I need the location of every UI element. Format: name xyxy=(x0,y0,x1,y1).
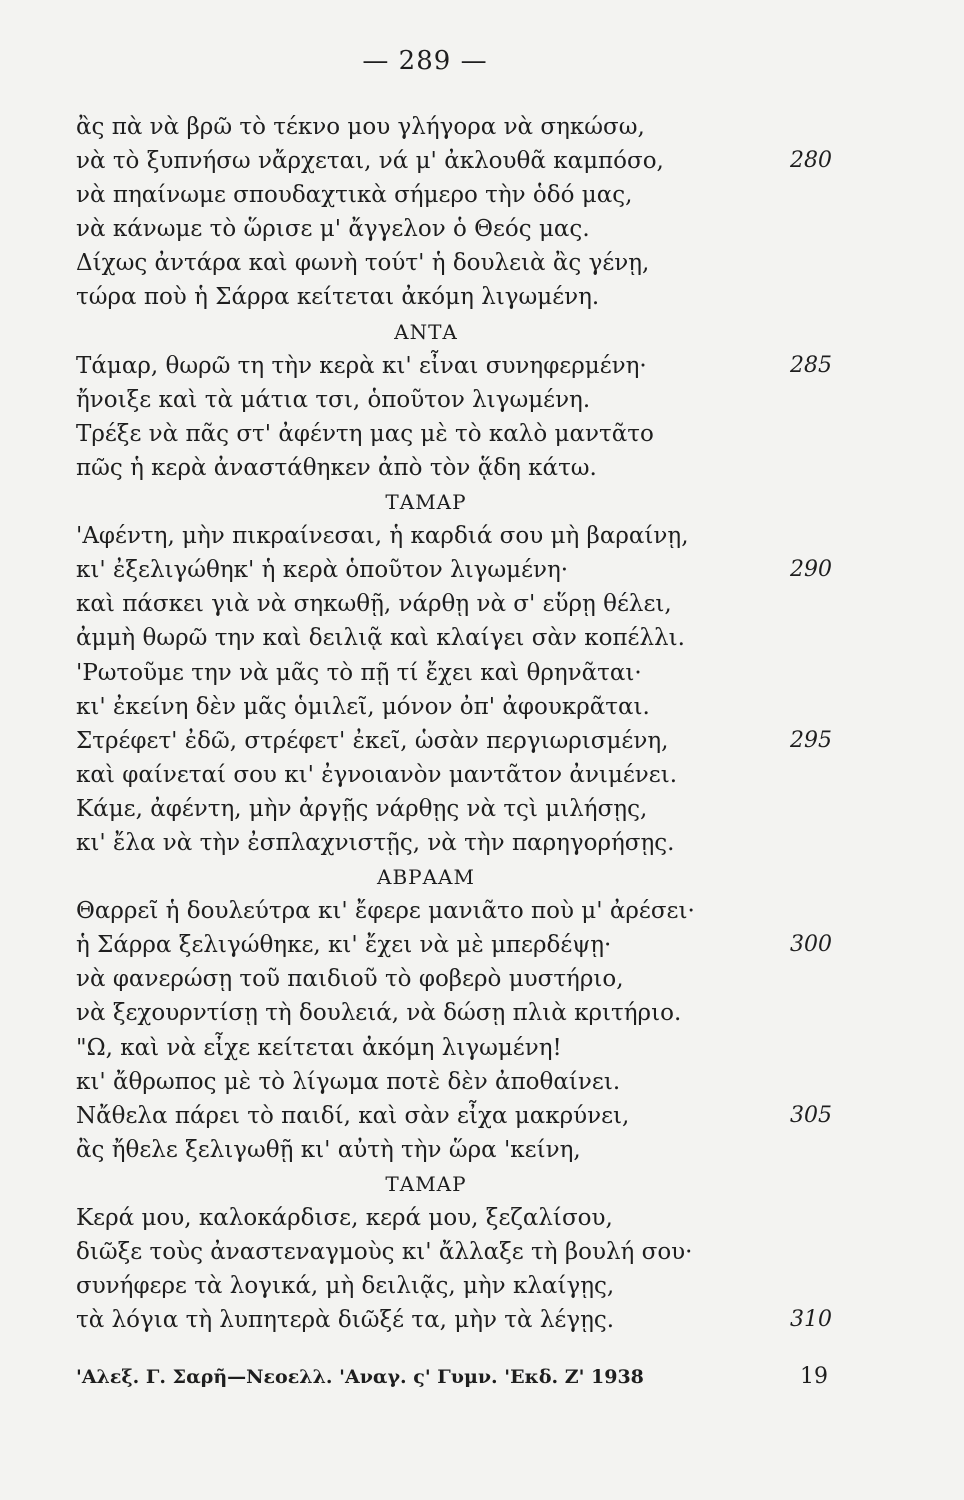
verse-text: συνήφερε τὰ λογικά, μὴ δειλιᾷς, μὴν κλαίγῃς, xyxy=(76,1273,615,1300)
verse-line xyxy=(76,110,836,144)
verse-line xyxy=(76,383,836,417)
line-number: 300 xyxy=(790,932,832,958)
verse-text: Θαρρεῖ ἡ δουλεύτρα κι' ἔφερε μανιᾶτο ποὺ μ' ἀρέσει· xyxy=(76,898,695,925)
verse-text: Δίχως ἀντάρα καὶ φωνὴ τούτ' ἡ δουλειὰ ἂς γένῃ, xyxy=(76,250,650,277)
verse-line xyxy=(76,1065,836,1099)
verse-text: Κάμε, ἀφέντη, μὴν ἀργῇς νάρθῃς νὰ τςὶ μιλήσῃς, xyxy=(76,795,648,822)
page-number: — 289 — xyxy=(362,46,488,76)
verse-line xyxy=(76,451,836,485)
line-number: 295 xyxy=(790,727,832,753)
footer-citation: 'Αλεξ. Γ. Σαρῆ—Νεοελλ. 'Αναγ. ς' Γυμν. 'Εκδ. Ζ' 1938 xyxy=(76,1366,644,1388)
verse-text: 'Αφέντη, μὴν πικραίνεσαι, ἡ καρδιά σου μὴ βαραίνῃ, xyxy=(76,523,689,550)
verse-text: κι' ἐκείνη δὲν μᾶς ὁμιλεῖ, μόνον ὀπ' ἀφουκρᾶται. xyxy=(76,693,650,720)
verse-line xyxy=(76,519,836,553)
verse-line xyxy=(76,826,836,860)
speaker-name: ΤΑΜΑΡ xyxy=(385,1171,467,1196)
page-footer xyxy=(76,1360,836,1394)
verse-text: νὰ φανερώσῃ τοῦ παιδιοῦ τὸ φοβερὸ μυστήριο, xyxy=(76,966,624,993)
verse-line xyxy=(76,349,836,383)
verse-line xyxy=(76,178,836,212)
verse-text: Τρέξε νὰ πᾶς στ' ἀφέντη μας μὲ τὸ καλὸ μαντᾶτο xyxy=(76,420,654,447)
verse-line xyxy=(76,1031,836,1065)
verse-text: πῶς ἡ κερὰ ἀναστάθηκεν ἀπὸ τὸν ᾅδη κάτω. xyxy=(76,454,597,481)
verse-text: κι' ἄθρωπος μὲ τὸ λίγωμα ποτὲ δὲν ἀποθαίνει. xyxy=(76,1068,621,1095)
verse-line xyxy=(76,996,836,1030)
verse-line xyxy=(76,1133,836,1167)
verse-text: 'Ρωτοῦμε την νὰ μᾶς τὸ πῇ τί ἔχει καὶ θρηνᾶται· xyxy=(76,659,642,686)
verse-text: ἂς πὰ νὰ βρῶ τὸ τέκνο μου γλήγορα νὰ σηκώσω, xyxy=(76,114,645,140)
verse-text: κι' ἔλα νὰ τὴν ἐσπλαχνιστῇς, νὰ τὴν παρηγορήσῃς. xyxy=(76,829,675,856)
verse-line xyxy=(76,724,836,758)
verse-line xyxy=(76,1269,836,1303)
verse-line xyxy=(76,144,836,178)
verse-text: ἀμμὴ θωρῶ την καὶ δειλιᾷ καὶ κλαίγει σὰν κοπέλλι. xyxy=(76,625,685,652)
verse-text: τώρα ποὺ ἡ Σάρρα κείτεται ἀκόμη λιγωμένη. xyxy=(76,284,600,311)
speaker-name: ΑΒΡΑΑΜ xyxy=(377,865,475,890)
verse-text: Τάμαρ, θωρῶ τη τὴν κερὰ κι' εἶναι συνηφερμένη· xyxy=(76,352,647,379)
line-number: 290 xyxy=(790,557,832,583)
verse-line xyxy=(76,280,836,314)
verse-line xyxy=(76,928,836,962)
line-number: 305 xyxy=(790,1102,832,1128)
verse-line xyxy=(76,758,836,792)
verse-line xyxy=(76,656,836,690)
verse-text: νὰ τὸ ξυπνήσω νἄρχεται, νά μ' ἀκλουθᾶ καμπόσο, xyxy=(76,148,664,175)
line-number: 310 xyxy=(790,1307,832,1333)
verse-text: νὰ πηαίνωμε σπουδαχτικὰ σήμερο τὴν ὁδό μας, xyxy=(76,182,633,209)
speaker-name: ΤΑΜΑΡ xyxy=(385,490,467,515)
verse-text: ἂς ἤθελε ξελιγωθῇ κι' αὐτὴ τὴν ὥρα 'κείνη, xyxy=(76,1136,581,1163)
verse-line xyxy=(76,1235,836,1269)
verse-text: τὰ λόγια τὴ λυπητερὰ διῶξέ τα, μὴν τὰ λέγῃς. xyxy=(76,1307,615,1334)
line-number: 280 xyxy=(790,148,832,174)
signature-mark: 19 xyxy=(800,1364,828,1389)
verse-text: νὰ κάνωμε τὸ ὥρισε μ' ἄγγελον ὁ Θεός μας. xyxy=(76,216,590,243)
verse-text: καὶ φαίνεταί σου κι' ἐγνοιανὸν μαντᾶτον ἀνιμένει. xyxy=(76,761,678,788)
verse-line xyxy=(76,894,836,928)
verse-text: κι' ἐξελιγώθηκ' ἡ κερὰ ὁποῦτον λιγωμένη· xyxy=(76,557,569,584)
verse-text: "Ω, καὶ νὰ εἶχε κείτεται ἀκόμη λιγωμένη! xyxy=(76,1034,562,1061)
verse-text: ἤνοιξε καὶ τὰ μάτια τσι, ὁποῦτον λιγωμένη. xyxy=(76,386,591,413)
verse-line xyxy=(76,1201,836,1235)
verse-text: νὰ ξεχουρντίσῃ τὴ δουλειά, νὰ δώσῃ πλιὰ κριτήριο. xyxy=(76,1000,682,1027)
speaker-name: ΑΝΤΑ xyxy=(394,319,458,344)
verse-line xyxy=(76,962,836,996)
verse-text: Νἄθελα πάρει τὸ παιδί, καὶ σὰν εἶχα μακρύνει, xyxy=(76,1102,630,1129)
verse-text: ἡ Σάρρα ξελιγώθηκε, κι' ἔχει νὰ μὲ μπερδέψῃ· xyxy=(76,932,612,959)
verse-line xyxy=(76,417,836,451)
verse-line xyxy=(76,1099,836,1133)
verse-text: καὶ πάσκει γιὰ νὰ σηκωθῇ, νάρθῃ νὰ σ' εὕρῃ θέλει, xyxy=(76,591,672,618)
verse-line xyxy=(76,621,836,655)
verse-line xyxy=(76,212,836,246)
verse-block xyxy=(76,110,836,1337)
verse-line xyxy=(76,587,836,621)
verse-text: Κερά μου, καλοκάρδισε, κερά μου, ξεζαλίσου, xyxy=(76,1205,613,1231)
verse-line xyxy=(76,1303,836,1337)
verse-text: διῶξε τοὺς ἀναστεναγμοὺς κι' ἄλλαξε τὴ βουλή σου· xyxy=(76,1239,693,1266)
verse-line xyxy=(76,246,836,280)
verse-text: Στρέφετ' ἐδῶ, στρέφετ' ἐκεῖ, ὡσὰν περγιωρισμένη, xyxy=(76,727,669,754)
verse-line xyxy=(76,553,836,587)
line-number: 285 xyxy=(790,352,832,378)
verse-line xyxy=(76,690,836,724)
verse-line xyxy=(76,792,836,826)
